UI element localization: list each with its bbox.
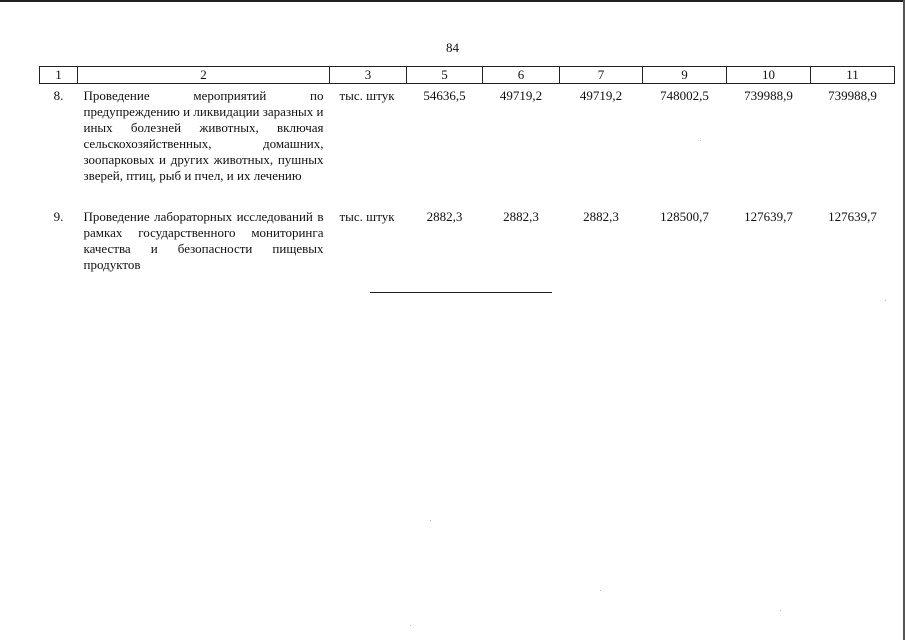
table-row bbox=[40, 201, 895, 273]
header-cell-6: 6 bbox=[483, 67, 560, 84]
scan-speck bbox=[600, 590, 601, 591]
value-cell: 49719,2 bbox=[499, 88, 543, 103]
value-cell: 127639,7 bbox=[744, 209, 793, 224]
row-number: 9. bbox=[53, 209, 64, 224]
scan-speck bbox=[700, 140, 701, 141]
value-cell: 127639,7 bbox=[828, 209, 877, 224]
header-cell-5: 5 bbox=[407, 67, 483, 84]
page-number: 84 bbox=[446, 40, 459, 55]
scan-speck bbox=[410, 625, 411, 626]
header-cell-1: 1 bbox=[40, 67, 78, 84]
value-cell: 2882,3 bbox=[583, 209, 619, 224]
header-cell-9: 9 bbox=[643, 67, 727, 84]
value-cell: 748002,5 bbox=[660, 88, 709, 103]
value-cell: 2882,3 bbox=[426, 209, 463, 224]
value-cell: 49719,2 bbox=[579, 88, 623, 103]
scan-speck bbox=[885, 300, 886, 301]
end-rule bbox=[370, 292, 552, 293]
header-cell-11: 11 bbox=[811, 67, 895, 84]
table-row bbox=[40, 84, 895, 202]
value-cell: 739988,9 bbox=[744, 88, 793, 103]
header-cell-10: 10 bbox=[727, 67, 811, 84]
row-unit: тыс. штук bbox=[339, 88, 395, 103]
header-row bbox=[40, 67, 895, 84]
row-number: 8. bbox=[53, 88, 64, 103]
scan-speck bbox=[780, 610, 781, 611]
scan-speck bbox=[430, 520, 431, 521]
value-cell: 2882,3 bbox=[503, 209, 539, 224]
row-description: Проведение лабораторных исследований в рамках государственного мониторинга качества и безопасности пищевых продуктов bbox=[83, 209, 324, 272]
data-table bbox=[39, 66, 895, 273]
row-unit: тыс. штук bbox=[339, 209, 395, 224]
row-description: Проведение мероприятий по предупреждению и ликвидации заразных и иных болезней животных, включая сельскохозяйственных, домашних, зоопарковых и других животных, пушных зверей, птиц, рыб и пчел, и их лечению bbox=[83, 88, 324, 183]
value-cell: 128500,7 bbox=[660, 209, 709, 224]
scan-border-top bbox=[0, 0, 905, 2]
header-cell-3: 3 bbox=[330, 67, 407, 84]
header-cell-7: 7 bbox=[560, 67, 643, 84]
value-cell: 739988,9 bbox=[828, 88, 877, 103]
header-cell-2: 2 bbox=[78, 67, 330, 84]
value-cell: 54636,5 bbox=[423, 88, 466, 103]
